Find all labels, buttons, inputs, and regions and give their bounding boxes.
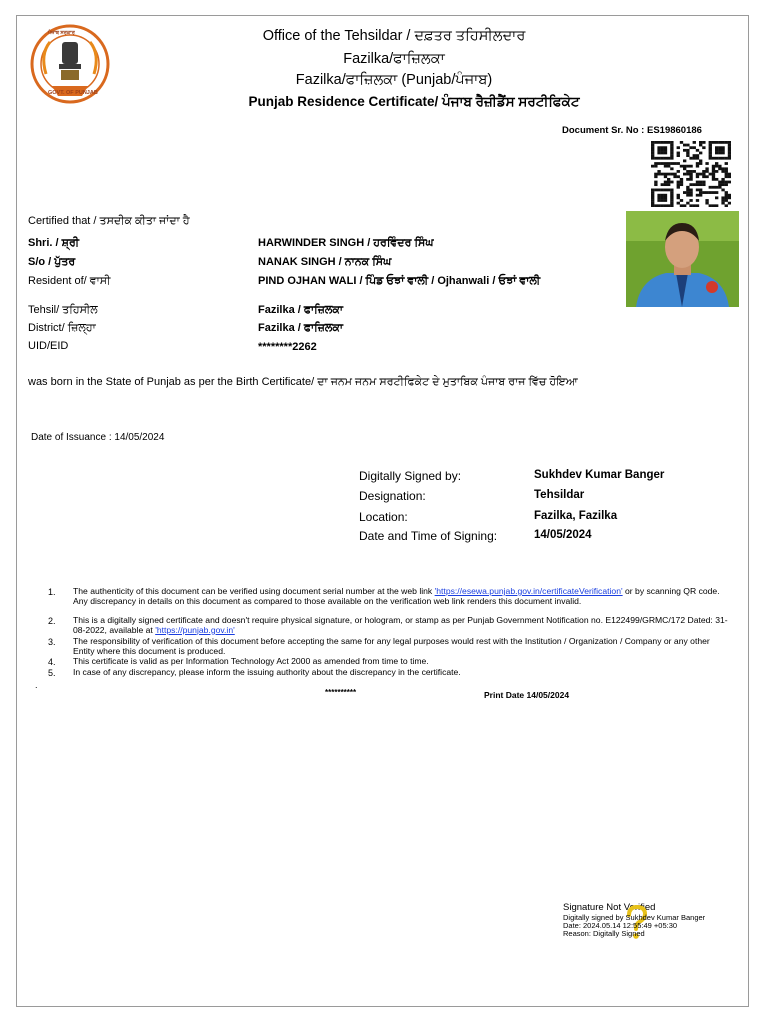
signature-reason: Reason: Digitally Signed — [563, 929, 645, 938]
qr-code[interactable] — [651, 141, 731, 207]
signature-signed-by: Digitally signed by Sukhdev Kumar Banger — [563, 913, 706, 922]
emblem-text-bottom: GOVT. OF PUNJAB — [48, 90, 98, 96]
verification-link[interactable]: 'https://esewa.punjab.gov.in/certificateVerification' — [434, 586, 623, 596]
print-date: Print Date 14/05/2024 — [484, 690, 570, 700]
date-of-issuance: Date of Issuance : 14/05/2024 — [31, 432, 165, 443]
signing-date-label: Date and Time of Signing: — [359, 529, 498, 543]
note-3: The responsibility of verification of this document before accepting the same for any legal purposes would rest with the Institution / Organization / Company or any other Entity where this document is produced. — [73, 636, 710, 656]
note-number: 5. — [48, 668, 56, 678]
footer-dot: . — [35, 680, 38, 690]
note-number: 1. — [48, 587, 56, 597]
document-serial: Document Sr. No : ES19860186 — [562, 125, 702, 136]
uid-eid-label: UID/EID — [28, 340, 69, 352]
footer-stars: ********** — [325, 688, 357, 697]
designation-label: Designation: — [359, 489, 426, 503]
son-of-label: S/o / ਪੁੱਤਰ — [28, 256, 76, 268]
applicant-photo — [626, 211, 739, 307]
district-label: District/ ਜ਼ਿਲ੍ਹਾ — [28, 322, 96, 334]
office-place-state: Fazilka/ਫਾਜ਼ਿਲਕਾ (Punjab/ਪੰਜਾਬ) — [295, 72, 493, 88]
note-number: 2. — [48, 616, 56, 626]
location-value: Fazilka, Fazilka — [534, 510, 618, 522]
tehsil-value: Fazilka / ਫਾਜ਼ਿਲਕਾ — [258, 304, 343, 316]
son-of-value: NANAK SINGH / ਨਾਨਕ ਸਿੰਘ — [258, 256, 392, 268]
designation-value: Tehsildar — [534, 489, 585, 501]
resident-of-label: Resident of/ ਵਾਸੀ — [28, 275, 111, 287]
signature-date: Date: 2024.05.14 12:55:49 +05:30 — [563, 921, 678, 930]
location-label: Location: — [359, 510, 408, 524]
note-5: In case of any discrepancy, please inform the issuing authority about the discrepancy in the certificate. — [73, 667, 461, 677]
tehsil-label: Tehsil/ ਤਹਿਸੀਲ — [28, 304, 98, 316]
office-title: Office of the Tehsildar / ਦਫ਼ਤਰ ਤਹਿਸੀਲਦਾਰ — [262, 28, 526, 44]
signing-date-value: 14/05/2024 — [534, 529, 592, 541]
certified-that: Certified that / ਤਸਦੀਕ ਕੀਤਾ ਜਾਂਦਾ ਹੈ — [28, 215, 190, 227]
note-2: This is a digitally signed certificate and doesn't require physical signature, or hologram, or stamp as per Punjab Government Notification no. E122499/GRMC/172 Dated: 31-08-2022, available at 'https://punjab.gov.in' — [73, 615, 728, 635]
office-place: Fazilka/ਫਾਜ਼ਿਲਕਾ — [343, 51, 445, 67]
emblem-text-top: ਪੰਜਾਬ ਸਰਕਾਰ — [48, 30, 75, 36]
resident-of-value: PIND OJHAN WALI / ਪਿੰਡ ਓਝਾਂ ਵਾਲੀ / Ojhanwali / ਓਝਾਂ ਵਾਲੀ — [258, 275, 541, 287]
punjab-gov-link[interactable]: 'https://punjab.gov.in' — [155, 624, 235, 635]
district-value: Fazilka / ਫਾਜ਼ਿਲਕਾ — [258, 322, 343, 334]
note-number: 3. — [48, 637, 56, 647]
shri-value: HARWINDER SINGH / ਹਰਵਿੰਦਰ ਸਿੰਘ — [258, 237, 434, 249]
signed-by-label: Digitally Signed by: — [359, 469, 462, 483]
signature-status: Signature Not Verified — [563, 902, 656, 913]
note-number: 4. — [48, 657, 56, 667]
certificate-title: Punjab Residence Certificate/ ਪੰਜਾਬ ਰੈਜ਼ੀਡੈਂਸ ਸਰਟੀਫਿਕੇਟ — [248, 94, 580, 109]
note-1: The authenticity of this document can be verified using document serial number at the web link 'https://esewa.punjab.gov.in/certificateVerification' or by scanning QR code. Any discrepancy in details on this document as compared to those available on the verification web link renders this document invalid. — [73, 586, 720, 606]
shri-label: Shri. / ਸ਼੍ਰੀ — [28, 237, 80, 249]
born-statement: was born in the State of Punjab as per the Birth Certificate/ ਦਾ ਜਨਮ ਜਨਮ ਸਰਟੀਫਿਕੇਟ ਦੇ ਮੁਤਾਬਿਕ ਪੰਜਾਬ ਰਾਜ ਵਿੱਚ ਹੋਇਆ — [28, 376, 578, 388]
uid-eid-value: ********2262 — [258, 341, 317, 353]
note-4: This certificate is valid as per Information Technology Act 2000 as amended from time to time. — [73, 656, 429, 666]
signed-by-value: Sukhdev Kumar Banger — [534, 469, 665, 481]
